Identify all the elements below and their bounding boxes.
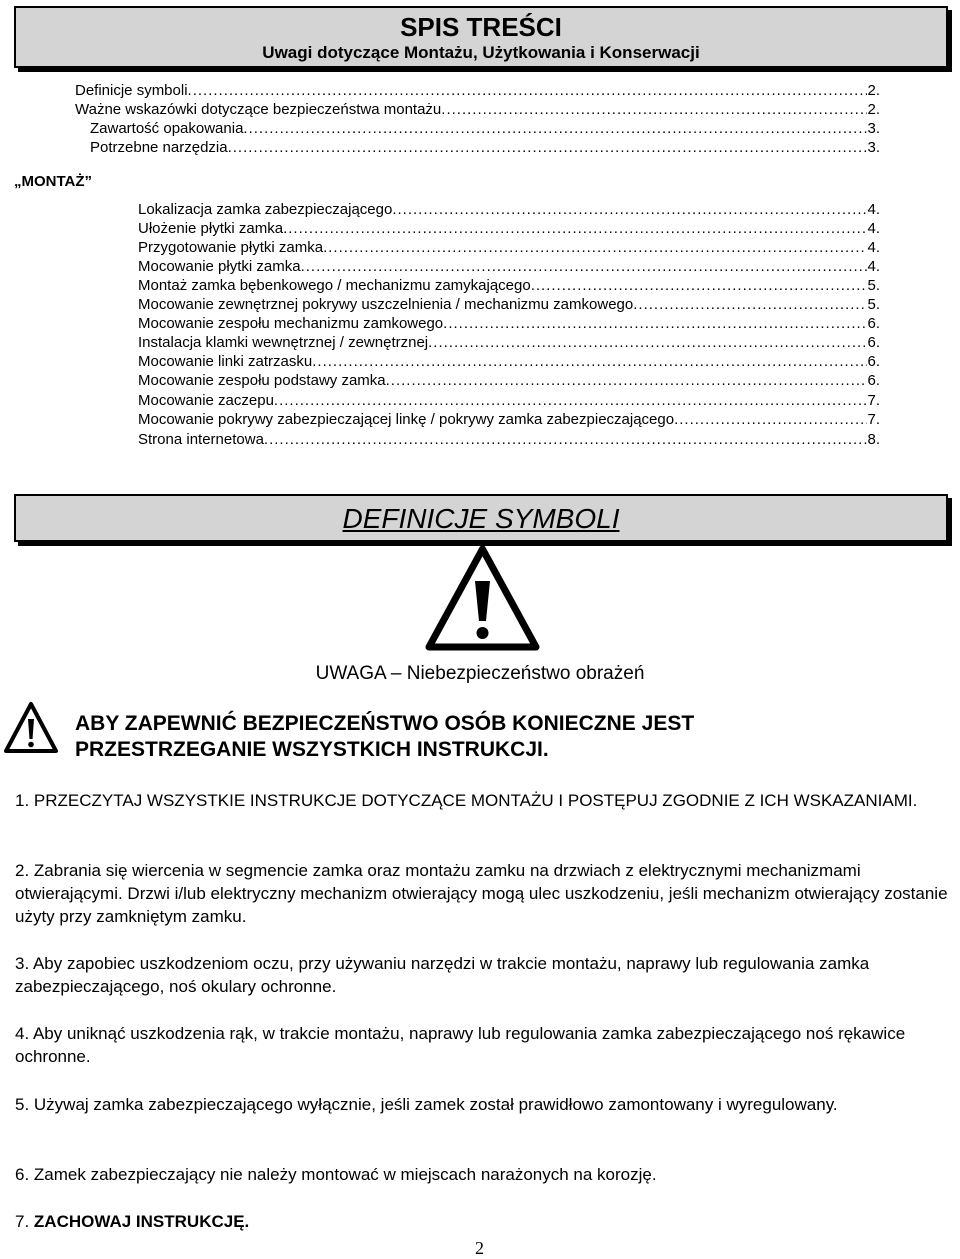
toc-entry-page: 6. [867,372,880,389]
toc-entry-page: 8. [867,431,880,448]
toc-entry-label: Strona internetowa [138,431,264,448]
toc-entry-page: 4. [867,220,880,237]
warning-icon [4,701,58,755]
toc-entry-page: 4. [867,201,880,218]
toc-entry [138,372,880,390]
toc-entry-label: Lokalizacja zamka zabezpieczającego [138,201,393,218]
instruction-paragraph: 4. Aby uniknąć uszkodzenia rąk, w trakcie montażu, naprawy lub regulowania zamka zabezpieczającego noś rękawice ochronne. [15,1024,906,1066]
toc-entry [138,258,880,276]
toc-entry-label: Mocowanie zespołu mechanizmu zamkowego [138,315,444,332]
toc-entry [138,392,880,410]
toc-entry [90,120,880,138]
instruction-paragraph: 2. Zabrania się wiercenia w segmencie zamka oraz montażu zamku na drzwiach z elektrycznymi mechanizmami otwierającymi. Drzwi i/lub elektryczny mechanizm otwierający mogą ulec uszkodzeniu, jeśli mechanizm otwierający zostanie użyty przy zamkniętym zamku. [15,861,948,926]
warning-statement-line: PRZESTRZEGANIE WSZYSTKICH INSTRUKCJI. [75,738,549,761]
toc-entry-page: 5. [867,277,880,294]
final-item-text: ZACHOWAJ INSTRUKCJĘ. [33,1212,250,1231]
toc-entry-page: 4. [867,258,880,275]
toc-entry-label: Ważne wskazówki dotyczące bezpieczeństwa montażu [75,101,442,118]
caution-text: UWAGA – Niebezpieczeństwo obrażeń [315,663,645,684]
toc-entry [138,201,880,219]
toc-title: SPIS TREŚCI [400,12,562,42]
toc-entry-page: 5. [867,296,880,313]
definitions-title: DEFINICJE SYMBOLI [342,503,620,534]
toc-entry [138,239,880,257]
toc-entry-page: 2. [867,82,880,99]
toc-entry-label: Instalacja klamki wewnętrznej / zewnętrznej [138,334,429,351]
toc-entry-page: 2. [867,101,880,118]
toc-entry [138,277,880,295]
toc-entry [90,139,880,157]
toc-entry [138,315,880,333]
instruction-paragraph: 1. PRZECZYTAJ WSZYSTKIE INSTRUKCJE DOTYCZĄCE MONTAŻU I POSTĘPUJ ZGODNIE Z ICH WSKAZANIAMI. [15,791,918,810]
toc-entry-label: Ułożenie płytki zamka [138,220,284,237]
toc-entry-label: Mocowanie zaczepu [138,392,274,409]
toc-entry-label: Mocowanie zewnętrznej pokrywy uszczelnienia / mechanizmu zamkowego [138,296,634,313]
toc-entry-page: 3. [867,139,880,156]
instruction-paragraph: 3. Aby zapobiec uszkodzeniom oczu, przy używaniu narzędzi w trakcie montażu, naprawy lub regulowania zamka zabezpieczającego, noś okulary ochronne. [15,954,870,996]
toc-entry-page: 7. [867,411,880,428]
instruction-paragraph: 6. Zamek zabezpieczający nie należy montować w miejscach narażonych na korozję. [15,1165,657,1184]
final-item-number: 7. [15,1212,30,1231]
toc-entry [138,431,880,449]
warning-triangle-icon [425,545,540,651]
warning-statement-line: ABY ZAPEWNIĆ BEZPIECZEŃSTWO OSÓB KONIECZNE JEST [75,712,695,735]
toc-entry-label: Mocowanie zespołu podstawy zamka [138,372,386,389]
toc-entry [138,353,880,371]
toc-subtitle: Uwagi dotyczące Montażu, Użytkowania i Konserwacji [262,43,700,62]
toc-entry [138,296,880,314]
toc-entry-label: Definicje symboli [75,82,188,99]
toc-entry [138,334,880,352]
toc-entry-page: 6. [867,334,880,351]
toc-entry-page: 7. [867,392,880,409]
toc-entry [75,82,880,100]
toc-entry [75,101,880,119]
instruction-paragraph [15,1210,950,1233]
toc-entry-label: Zawartość opakowania [90,120,244,137]
toc-entry-label: Montaż zamka bębenkowego / mechanizmu zamykającego [138,277,531,294]
toc-entry-page: 6. [867,315,880,332]
toc-entry-page: 4. [867,239,880,256]
montaz-heading: „MONTAŻ” [14,173,93,190]
definitions-header-box [14,494,948,542]
toc-entry [138,220,880,238]
toc-entry-label: Mocowanie pokrywy zabezpieczającej linkę / pokrywy zamka zabezpieczającego [138,411,675,428]
toc-entry [138,411,880,429]
page-number: 2 [475,1238,484,1258]
toc-entry-page: 3. [867,120,880,137]
instruction-paragraph: 5. Używaj zamka zabezpieczającego wyłącznie, jeśli zamek został prawidłowo zamontowany i wyregulowany. [15,1095,838,1114]
toc-header-box [14,6,948,68]
toc-entry-label: Mocowanie płytki zamka [138,258,301,275]
toc-entry-label: Mocowanie linki zatrzasku [138,353,313,370]
toc-entry-page: 6. [867,353,880,370]
toc-entry-label: Potrzebne narzędzia [90,139,228,156]
toc-entry-label: Przygotowanie płytki zamka [138,239,324,256]
